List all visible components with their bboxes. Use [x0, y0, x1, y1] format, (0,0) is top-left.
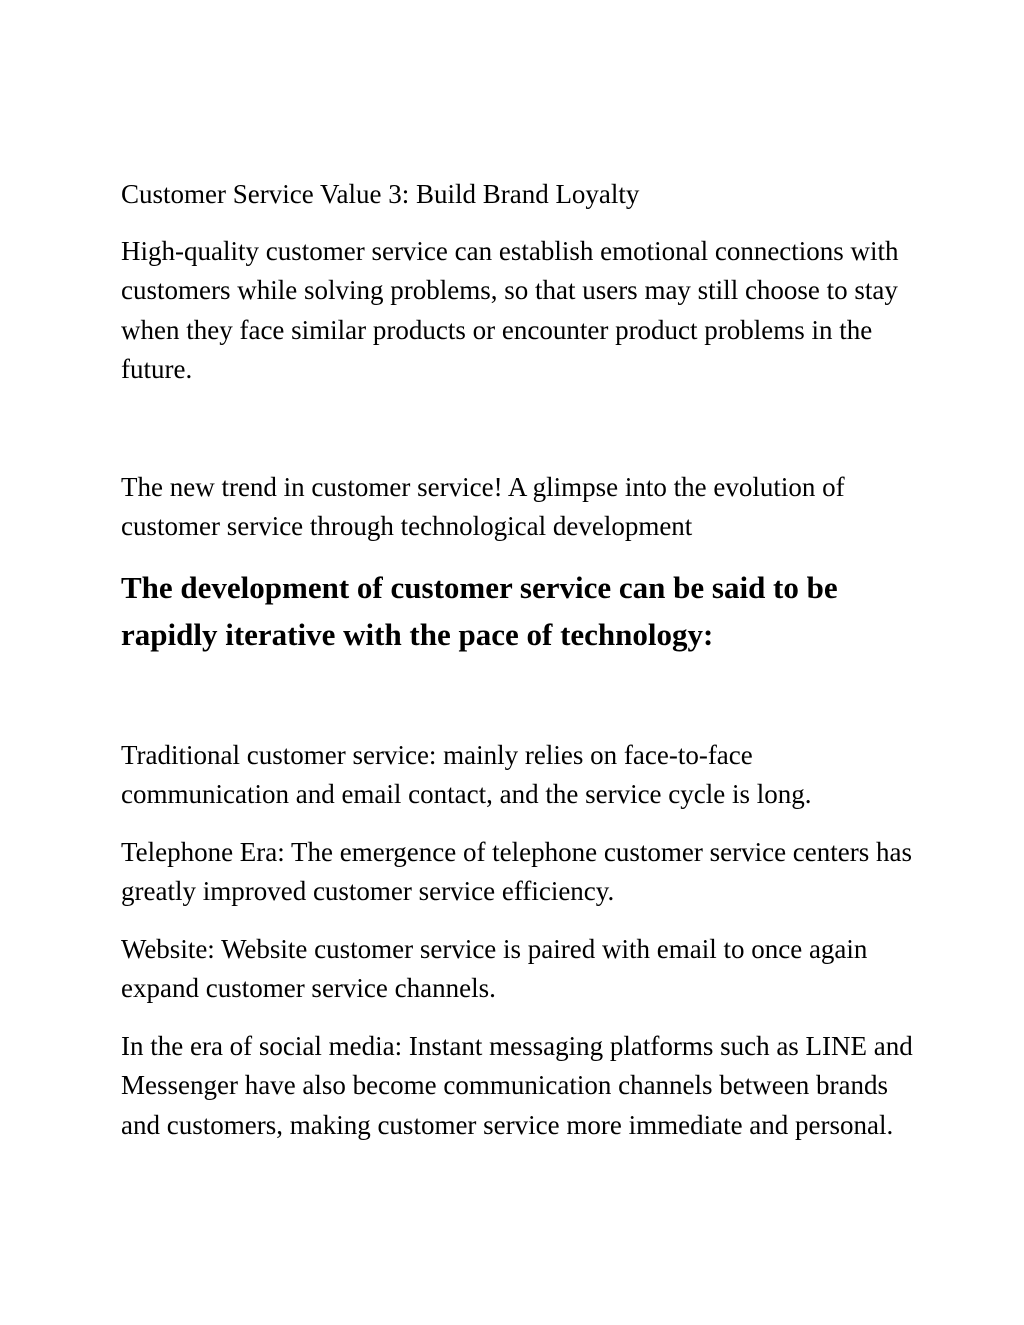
spacer	[121, 658, 921, 736]
spacer	[121, 815, 921, 833]
section-heading-value3: Customer Service Value 3: Build Brand Loyalty	[121, 179, 640, 209]
trend-intro: The new trend in customer service! A glimpse into the evolution of customer service through technological development	[121, 471, 845, 541]
spacer	[121, 215, 921, 232]
spacer	[121, 1009, 921, 1027]
spacer	[121, 390, 921, 468]
list-item: In the era of social media: Instant messaging platforms such as LINE and Messenger have also become communication channels between brands and customers, making customer service more immediate and personal.	[121, 1030, 913, 1140]
bold-heading: The development of customer service can be said to be rapidly iterative with the pace of technology:	[121, 569, 838, 652]
document-page	[121, 175, 921, 1145]
spacer	[121, 912, 921, 930]
spacer	[121, 547, 921, 564]
paragraph-value3: High-quality customer service can establish emotional connections with customers while solving problems, so that users may still choose to stay when they face similar products or encounter product problems in the future.	[121, 235, 899, 384]
list-item: Website: Website customer service is paired with email to once again expand customer service channels.	[121, 933, 868, 1003]
list-item: Telephone Era: The emergence of telephone customer service centers has greatly improved customer service efficiency.	[121, 836, 913, 906]
list-item: Traditional customer service: mainly relies on face-to-face communication and email contact, and the service cycle is long.	[121, 739, 812, 809]
